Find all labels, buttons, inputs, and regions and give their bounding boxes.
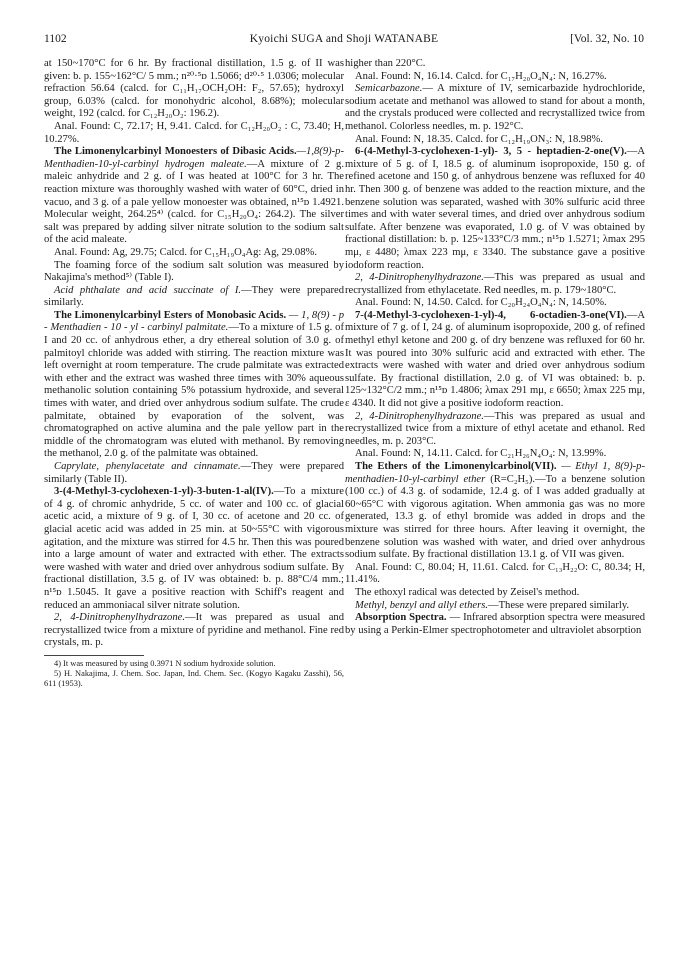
paragraph-text: —This was prepared as usual and recrystallized from ethylacetate. Red needles, m. p. 179~180°C. [345, 272, 645, 296]
section-paragraph [44, 146, 344, 247]
compound-name: — 1, 8(9) - p - Menthadien - 10 - yl - carbinyl palmitate. [44, 309, 344, 334]
section-paragraph [345, 612, 645, 637]
section-text: (R=C₂H₅).—To a benzene solution (100 cc.) of 4.3 g. of sodamide, 12.4 g. of I was added gradually at 60~65°C with vigorous agitation. When ammonia gas was no more generated, 13.3 g. of ethyl bromide was added in drops and the mixture was stirred for three hours. After leaving it overnight, the benzene solution was washed with water, and dried over anhydrous sodium sulfate. By fractional distillation 13.1 g. of VII was given. [345, 473, 646, 561]
paragraph: The foaming force of the sodium salt solution was measured by Nakajima's method⁵⁾ (Table I). [44, 259, 344, 284]
paragraph: The ethoxyl radical was detected by Zeisel's method. [355, 586, 580, 598]
paragraph [345, 272, 645, 297]
paragraph: Anal. Found: N, 14.11. Calcd. for C₂₁H₂₆N₄O₄: N, 13.99%. [355, 448, 607, 460]
subheading: Methyl, benzyl and allyl ethers. [355, 599, 488, 611]
subheading: 2, 4-Dinitrophenylhydrazone. [54, 612, 185, 624]
footnote: 4) It was measured by using 0.3971 N sodium hydroxide solution. [54, 658, 276, 668]
section-paragraph [44, 486, 344, 612]
running-title: Kyoichi SUGA and Shoji WATANABE [249, 33, 439, 45]
section-heading: 6-(4-Methyl-3-cyclohexen-1-yl)- 3, 5 - heptadien-2-one(V). [355, 146, 627, 158]
compound-name: — Ethyl 1, 8(9)-p-menthadien-10-yl-carbinyl ether [345, 461, 645, 485]
section-paragraph [44, 310, 344, 461]
subheading: Caprylate, phenylacetate and cinnamate. [54, 461, 241, 472]
right-column [345, 58, 645, 637]
paragraph: Anal. Found: N, 14.50. Calcd. for C₂₀H₂₄O₄N₄: N, 14.50%. [355, 297, 607, 309]
section-text: —A mixture of 5 g. of I, 18.5 g. of aluminum isopropoxide, 150 g. of refined acetone and 150 g. of anhydrous benzene was refluxed for 40 hr. Then 300 g. of benzene was added to the reaction mixture, and the benzene solution was separated, washed with 30% sulfuric acid three times and with water several times, and dried over anhydrous sodium sulfate. After benzene was evaporated, 1.0 g. of V was obtained by fractional distillation: b. p. 125~133°C/3 mm.; n¹⁵ᴅ 1.5271; λmax 295 mμ, ε 4480; λmax 223 mμ, ε 3340. The substance gave a positive iodoform reaction. [345, 146, 645, 271]
paragraph [345, 600, 645, 613]
paragraph [44, 461, 344, 486]
subheading: 2, 4-Dinitrophenylhydrazone. [355, 410, 484, 422]
paragraph: Anal. Found: N, 18.35. Calcd. for C₁₂H₁₉ON₃: N, 18.98%. [355, 133, 603, 145]
paragraph [345, 83, 645, 133]
paragraph: Anal. Found: Ag, 29.75; Calcd. for C₁₅H₁₉O₄Ag: Ag, 29.08%. [54, 246, 317, 258]
section-heading: 7-(4-Methyl-3-cyclohexen-1-yl)-4, 6-octadien-3-one(VI). [355, 309, 627, 321]
section-heading: Absorption Spectra. [355, 612, 447, 624]
paragraph: Anal. Found: C, 72.17; H, 9.41. Calcd. for C₁₂H₂₀O₂ : C, 73.40; H, 10.27%. [44, 120, 344, 145]
paragraph-text: —This was prepared as usual and recrystallized twice from a mixture of ethyl acetate and ethanol. Red needles, m. p. 203°C. [345, 410, 645, 447]
paragraph-text: —They were prepared similarly. [44, 284, 344, 309]
paragraph-text: —These were prepared similarly. [487, 599, 630, 611]
section-paragraph [345, 310, 645, 411]
section-heading: The Limonenylcarbinyl Monoesters of Dibasic Acids. [54, 146, 297, 158]
subheading: Acid phthalate and acid succinate of I. [54, 284, 241, 296]
paragraph [345, 411, 645, 449]
paragraph [44, 285, 344, 310]
footnote-divider [44, 655, 144, 656]
paragraph: at 150~170°C for 6 hr. By fractional distillation, 1.5 g. of II was given: b. p. 155~162°C/ 5 mm.; n²⁰·⁵ᴅ 1.5066; d²⁰·⁵ 1.0306; molecular refraction 56.64 (calcd. for C₁₁H₁₇OCH₂OH: F₂, 57.65); hydroxyl group, 6.03% (calcd. for monohydric alcohol, 8.68%); molecular weight, 192 (calcd. for C₁₂H₂₀O₂: 196.2). [44, 58, 344, 120]
paragraph: Anal. Found: C, 80.04; H, 11.61. Calcd. for C₁₃H₂₂O: C, 80.34; H, 11.41%. [345, 561, 645, 586]
page-number: 1102 [44, 33, 67, 45]
paragraph: Anal. Found: N, 16.14. Calcd. for C₁₇H₂₀O₄N₄: N, 16.27%. [355, 70, 607, 82]
running-header [44, 33, 644, 49]
section-heading: The Ethers of the Limonenylcarbinol(VII). [355, 461, 557, 472]
volume-info: [Vol. 32, No. 10 [570, 33, 644, 45]
section-text: —A mixture of 7 g. of I, 24 g. of aluminum isopropoxide, 200 g. of refined methyl ethyl ketone and 200 g. of dry benzene was refluxed for 60 hr. It was poured into 30% sulfuric acid and extracted with ether. The extracts were washed with water and dried over anhydrous sodium sulfate. By fractional distillation, 2.0 g. of VI was obtained: b. p. 125~132°C/2 mm.; n¹⁵ᴅ 1.4806; λmax 291 mμ, ε 6650; λmax 225 mμ, ε 4340. It did not give a positive iodoform reaction. [345, 309, 645, 410]
section-text: —A mixture of 2 g. maleic anhydride and 2 g. of I was heated at 100°C for 3 hr. The reaction mixture was thoroughly washed with water of 60°C, dried in vacuo, and 3 g. of a pale yellow monoester was obtained, n¹⁵ᴅ 1.4921. Molecular weight, 264.25⁴⁾ (calcd. for C₁₅H₂₀O₄: 264.2). The silver salt was prepared by adding silver nitrate solution to the sodium salt of the acid maleate. [44, 158, 344, 246]
section-paragraph [345, 461, 645, 562]
section-heading: The Limonenylcarbinyl Esters of Monobasic Acids. [54, 309, 287, 321]
section-text: — Infrared absorption spectra were measured by using a Perkin-Elmer spectrophotometer and ultraviolet absorption [345, 612, 645, 636]
section-text: —To a mixture of 4 g. of chromic anhydride, 5 cc. of water and 100 cc. of glacial acetic acid, a mixture of 9 g. of I, 30 cc. of acetone and 20 cc. of glacial acetic acid was added in 25 min. at 50~55°C with vigorous agitation, and the mixture was stirred for 4.5 hr. Then this was poured into a large amount of water and extracted with ether. The extracts were washed with water and dried over anhydrous sodium sulfate. By fractional distillation, 3.5 g. of IV was obtained: b. p. 88°C/4 mm.; n¹⁵ᴅ 1.5045. It gave a positive reaction with Schiff's reagent and reduced an ammoniacal silver nitrate solution. [44, 486, 344, 611]
paragraph-text: — A mixture of IV, semicarbazide hydrochloride, sodium acetate and methanol was allowed to stand for about a month, and the crystals produced were collected and recrystallized twice from methanol. Colorless needles, m. p. 192°C. [345, 83, 645, 132]
section-heading: 3-(4-Methyl-3-cyclohexen-1-yl)-3-buten-1-al(IV). [54, 486, 274, 498]
section-paragraph [345, 146, 645, 272]
footnote: 5) H. Nakajima, J. Chem. Soc. Japan, Ind. Chem. Sec. (Kogyo Kagaku Zasshi), 56, 611 (1953). [44, 668, 344, 688]
paragraph-text: —It was prepared as usual and recrystallized twice from a mixture of pyridine and methanol. Fine red crystals, m. p. [44, 612, 344, 649]
section-text: —To a mixture of 1.5 g. of I and 20 cc. of anhydrous ether, a dry ethereal solution of 3.0 g. of palmitoyl chloride was added with stirring. The reaction mixture was left overnight at room temperature. The crude palmitate was extracted with ether and the extract was washed three times with 30% aqueous methanolic solution containing 5% potassium hydroxide, and several times with water, and dried over anhydrous sodium sulfate. The crude palmitate, obtained by evaporation of the solvent, was chromatographed on active alumina and the pale yellow part in the middle of the chromatogram was eluted with methanol. By removing the methanol, 2.0 g. of the palmitate was obtained. [44, 322, 344, 460]
paragraph-text: —They were prepared similarly (Table II). [44, 461, 344, 485]
subheading: 2, 4-Dinitrophenylhydrazone. [355, 272, 484, 284]
paragraph [44, 612, 344, 650]
paragraph: higher than 220°C. [345, 58, 426, 69]
left-column [44, 58, 344, 689]
subheading: Semicarbazone. [355, 83, 423, 95]
compound-name: —1,8(9)-p-Menthadien-10-yl-carbinyl hydrogen maleate. [44, 146, 344, 170]
